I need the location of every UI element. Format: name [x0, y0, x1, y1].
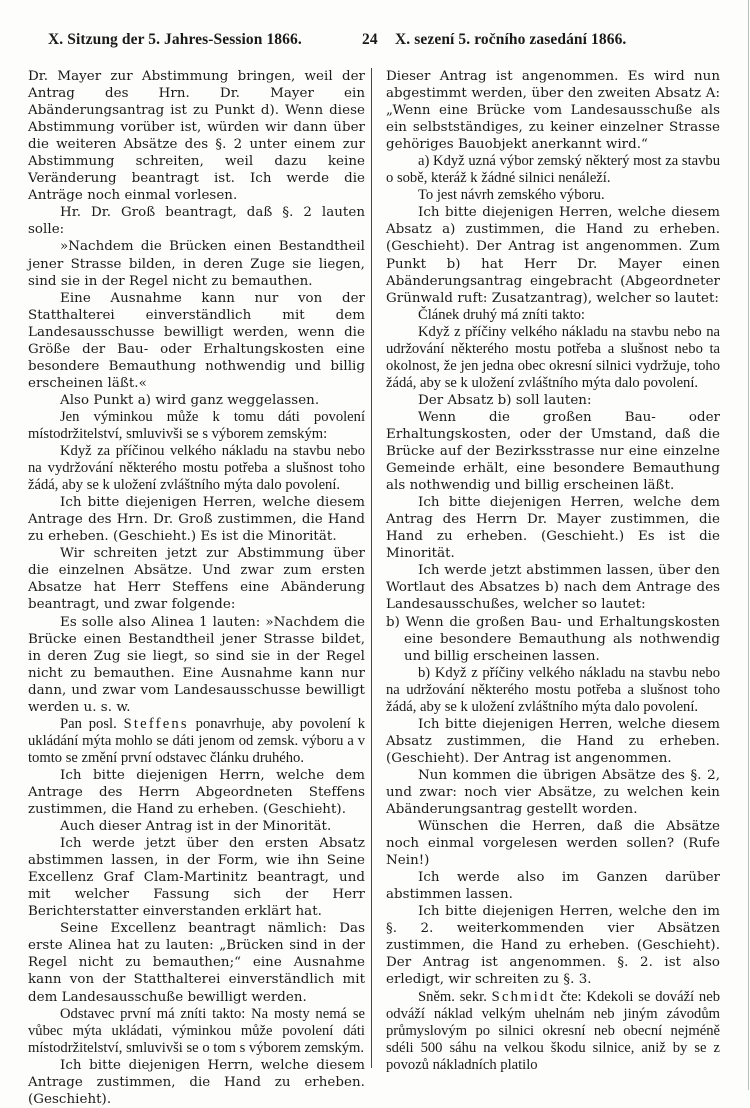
- running-header: [0, 31, 750, 53]
- paragraph: Es solle also Alinea 1 lauten: »Nachdem die Brücke einen Bestandtheil jener Strasse bildet, in deren Zug sie liegt, so sind sie in der Regel nicht zu bemauthen. Eine Ausnahme kann nur dann, und zwar vom Landesausschusse bewilligt werden u. s. w.: [28, 614, 365, 715]
- paragraph: Nun kommen die übrigen Absätze des §. 2, und zwar: noch vier Absätze, zu welchen kein Abänderungsantrag gestellt worden.: [386, 767, 720, 818]
- paragraph: »Nachdem die Brücken einen Bestandtheil jener Strasse bilden, in deren Zuge sie liegen, sind sie in der Regel nicht zu bemauthen.: [28, 239, 365, 289]
- paragraph: Když z příčiny velkého nákladu na stavbu nebo na udržování některého mostu potřeba a slušnost nebo ta okolnost, že jen jedna obec okresní silnici vydržuje, toho žádá, aby se k uložení zvláštního mýta dalo povolení.: [386, 323, 720, 391]
- header-czech-title: X. sezení 5. ročního zasedání 1866.: [395, 31, 627, 48]
- paragraph: Ich werde jetzt abstimmen lassen, über den Wortlaut des Absatzes b) nach dem Antrage des Landesausschußes, welcher so lautet:: [386, 563, 720, 613]
- paragraph: Ich bitte diejenigen Herren, welche diesem Absatz a) zustimmen, die Hand zu erheben. (Geschieht). Der Antrag ist angenommen. Zum Punkt b) hat Herr Dr. Mayer einen Abänderungsantrag eingebracht (Abgeordneter Grünwald ruft: Zusatzantrag), welcher so lautet:: [386, 205, 720, 306]
- paragraph: Odstavec první má zníti takto: Na mosty nemá se vůbec mýta ukládati, výminkou může povolení dáti místodržitelství, smluvivši se o tom s výborem zemským.: [28, 1005, 365, 1056]
- paragraph: Ich werde also im Ganzen darüber abstimmen lassen.: [386, 870, 720, 903]
- paragraph: [28, 716, 365, 767]
- paragraph: Wünschen die Herren, daß die Absätze noch einmal vorgelesen werden sollen? (Rufe Nein!): [386, 819, 720, 869]
- paragraph: Ich bitte diejenigen Herren, welche dem Antrag des Herrn Dr. Mayer zustimmen, die Hand zu erheben. (Geschieht.) Es ist die Minorität.: [386, 495, 720, 562]
- paragraph: To jest návrh zemského výboru.: [418, 187, 605, 204]
- paragraph: Když za příčinou velkého nákladu na stavbu nebo na vydržování některého mostu potřeba a slušnost toho žádá, aby se k uložení zvláštního mýta dalo povolení.: [28, 443, 365, 494]
- paragraph: Ich bitte diejenigen Herren, welche diesem Antrage des Hrn. Dr. Groß zustimmen, die Hand zu erheben. (Geschieht.) Es ist die Minorität.: [28, 495, 365, 545]
- paragraph: Eine Ausnahme kann nur von der Statthalterei einverständlich mit dem Landesausschusse bewilligt werden, wenn die Größe der Bau- oder Erhaltungskosten eine besondere Bemauthung nothwendig und billig erscheinen läßt.«: [28, 290, 365, 391]
- paragraph-text: čte: Kdekoli se dováží neb odváží náklad velkým uhelnám neb jiným závodům průmyslovým po silnici okresní neb obecní nejméně sdéli 500 sáhu na velkou škodu silnice, aniž by se z povozů nákladních platilo: [386, 988, 720, 1073]
- paragraph: Seine Excellenz beantragt nämlich: Das erste Alinea hat zu lauten: „Brücken sind in der Regel nicht zu bemauthen;“ eine Ausnahme kann von der Statthalterei einverständlich mit dem Landesausschuße bewilligt werden.: [28, 921, 365, 1005]
- paragraph: Der Absatz b) soll lauten:: [418, 392, 592, 408]
- paragraph: Dr. Mayer zur Abstimmung bringen, weil der Antrag des Hrn. Dr. Mayer ein Abänderungsantrag ist zu Punkt d). Wenn diese Abstimmung vorüber ist, würden wir dann über die weiteren Absätze des §. 2 unter einem zur Abstimmung schreiten, weil dazu keine Veränderung beantragt ist. Ich werde die Anträge noch einmal vorlesen.: [28, 69, 365, 204]
- page-number: 24: [362, 31, 378, 48]
- paragraph: Jen výminkou může k tomu dáti povolení místodržitelství, smluvivši se s výborem zemským:: [28, 408, 365, 442]
- paragraph: Wir schreiten jetzt zur Abstimmung über die einzelnen Absätze. Und zwar zum ersten Absatze hat Herr Steffens eine Abänderung beantragt, und zwar folgende:: [28, 546, 365, 613]
- paragraph: Ich bitte diejenigen Herren, welche diesem Absatz zustimmen, die Hand zu erheben. (Geschieht). Der Antrag ist angenommen.: [386, 716, 720, 766]
- paragraph: b) Wenn die großen Bau- und Erhaltungskosten eine besondere Bemauthung als nothwendig und billig erscheinen lassen.: [386, 614, 720, 664]
- paragraph: Dieser Antrag ist angenommen. Es wird nun abgestimmt werden, über den zweiten Absatz A: „Wenn eine Brücke vom Landesausschuße als ein selbstständiges, zu keiner einzelner Strasse gehöriges Bauobjekt anerkannt wird.“: [386, 69, 720, 153]
- header-german-title: X. Sitzung der 5. Jahres-Session 1866.: [48, 31, 302, 48]
- paragraph: [386, 989, 720, 1074]
- paragraph: Wenn die großen Bau- oder Erhaltungskosten, oder der Umstand, daß die Brücke auf der Bezirksstrasse nur eine einzelne Gemeinde erhält, eine besondere Bemauthung als nothwendig und billig erscheinen läßt.: [386, 409, 720, 494]
- paragraph: Hr. Dr. Groß beantragt, daß §. 2 lauten solle:: [28, 205, 365, 238]
- speaker-name: Schmidt: [491, 988, 556, 1005]
- paragraph: Ich bitte diejenigen Herrn, welche diesem Antrage zustimmen, die Hand zu erheben. (Geschieht).: [28, 1057, 365, 1107]
- page-edge: [748, 0, 749, 1090]
- speaker-title: Pan posl.: [60, 715, 124, 732]
- paragraph: a) Když uzná výbor zemský některý most za stavbu o sobě, kteráž k žádné silnici nenáleží.: [386, 153, 720, 187]
- speaker-name: Steffens: [123, 715, 189, 732]
- paragraph: Článek druhý má zníti takto:: [418, 306, 585, 323]
- paragraph-text: ponavrhuje, aby povolení k ukládání mýta mohlo se dáti jenom od zemsk. výboru a v tomto se změní první odstavec článku druhého.: [28, 715, 365, 766]
- paragraph: Ich bitte diejenigen Herrn, welche dem Antrage des Herrn Abgeordneten Steffens zustimmen, die Hand zu erheben. (Geschieht).: [28, 767, 365, 818]
- paragraph: Ich werde jetzt über den ersten Absatz abstimmen lassen, in der Form, wie ihn Seine Excellenz Graf Clam-Martinitz beantragt, und mit welcher Fassung sich der Herr Berichterstatter einverstanden erklärt hat.: [28, 836, 365, 920]
- paragraph: Also Punkt a) wird ganz weggelassen.: [60, 392, 320, 408]
- paragraph: Auch dieser Antrag ist in der Minorität.: [60, 819, 332, 835]
- left-column: [28, 68, 365, 1108]
- column-divider: [371, 68, 372, 1068]
- paragraph: Ich bitte diejenigen Herren, welche den im §. 2. weiterkommenden vier Absätzen zustimmen, die Hand zu erheben. (Geschieht). Der Antrag ist angenommen. §. 2. ist also erledigt, wir schreiten zu §. 3.: [386, 904, 720, 988]
- paragraph: b) Když z příčiny velkého nákladu na stavbu nebo na udržování některého mostu potřeba a slušnost toho žádá, aby se k uložení zvláštního mýta dalo povolení.: [386, 664, 720, 715]
- speaker-title: Sněm. sekr.: [418, 988, 492, 1005]
- right-column: [386, 68, 720, 1074]
